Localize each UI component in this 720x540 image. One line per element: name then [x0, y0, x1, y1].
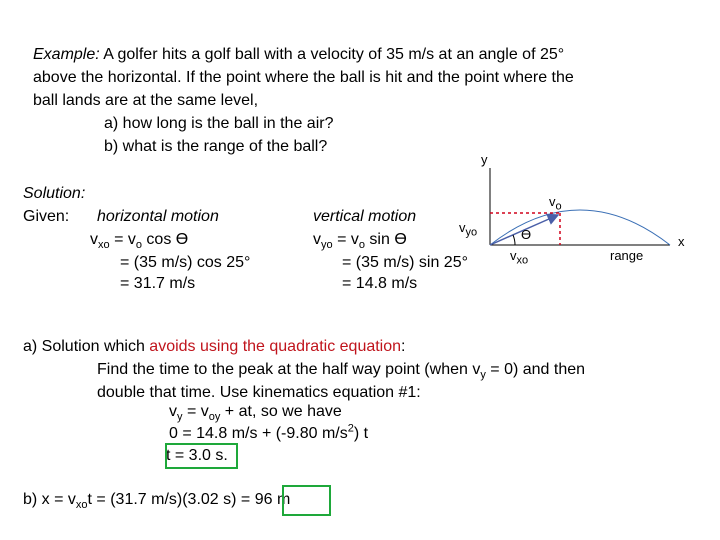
vxo-v: v	[510, 248, 517, 263]
part-b-line	[23, 490, 290, 510]
vo-sub: o	[555, 200, 562, 213]
vyo-v: v	[459, 220, 466, 235]
solution-label: Solution:	[23, 185, 86, 202]
part-a-colon: :	[401, 338, 406, 355]
question-b: b) what is the range of the ball?	[104, 138, 328, 155]
given-label: Given:	[23, 208, 70, 225]
part-a-line-2-sub: y	[480, 369, 486, 382]
horizontal-heading: horizontal motion	[97, 208, 219, 225]
eq-rest: + at, so we have	[220, 403, 342, 420]
hx-sub2: o	[135, 239, 142, 252]
eq-v: v	[169, 403, 177, 420]
vo-label	[549, 192, 562, 212]
part-a-line-2-post: = 0) and then	[485, 361, 586, 378]
vxo-label	[510, 246, 528, 266]
part-b-pre: b) x = v	[23, 491, 76, 508]
part-a-line-1	[23, 337, 405, 357]
range-answer: 96 m	[254, 491, 291, 508]
eq2-pre: 0 = 14.8 m/s + (-9.80 m/s	[169, 425, 348, 442]
vertical-eq2: = (35 m/s) sin 25°	[342, 254, 468, 271]
vy-v: v	[313, 231, 321, 248]
eq-mid: = v	[182, 403, 209, 420]
time-answer-box	[165, 443, 238, 469]
vy-sub: yo	[321, 239, 333, 252]
time-answer: t = 3.0 s.	[166, 447, 228, 464]
hx-right: cos Ө	[141, 231, 189, 248]
y-axis-label: y	[481, 152, 488, 167]
vy-mid: = v	[332, 231, 359, 248]
trajectory-curve	[490, 210, 670, 245]
part-a-line-3: double that time. Use kinematics equation #1:	[97, 384, 421, 401]
horizontal-eq3: = 31.7 m/s	[120, 275, 196, 292]
range-answer-box	[282, 485, 331, 516]
vertical-eq3: = 14.8 m/s	[342, 275, 418, 292]
vy-right: sin Ө	[364, 231, 407, 248]
part-a-line-2-pre: Find the time to the peak at the half way point (when v	[97, 361, 481, 378]
example-line-1-text: A golfer hits a golf ball with a velocity of 35 m/s at an angle of 25°	[99, 46, 565, 63]
part-a-emphasis: avoids using the quadratic equation	[149, 338, 402, 355]
eq-sub2: oy	[208, 411, 221, 424]
hx-v: v	[90, 231, 98, 248]
kinematics-equation	[169, 402, 342, 422]
vy-sub2: o	[358, 239, 365, 252]
theta-label: Ө	[521, 227, 532, 242]
hx-mid: = v	[109, 231, 136, 248]
vxo-sub: xo	[516, 254, 529, 267]
vertical-heading: vertical motion	[313, 208, 417, 225]
vyo-sub: yo	[465, 226, 478, 239]
substituted-equation	[169, 424, 368, 444]
example-label: Example:	[33, 46, 100, 63]
example-line-3: ball lands are at the same level,	[33, 92, 259, 109]
part-b-mid: t = (31.7 m/s)(3.02 s) =	[87, 491, 255, 508]
vyo-label	[459, 218, 477, 238]
angle-arc	[513, 235, 515, 245]
hx-sub: xo	[98, 239, 110, 252]
part-a-line-2	[97, 360, 585, 380]
horizontal-eq2: = (35 m/s) cos 25°	[120, 254, 251, 271]
range-label: range	[610, 248, 644, 263]
part-b-sub: xo	[75, 499, 88, 512]
question-a: a) how long is the ball in the air?	[104, 115, 334, 132]
part-a-intro: a) Solution which	[23, 338, 150, 355]
eq-sub1: y	[177, 411, 183, 424]
eq2-post: ) t	[353, 425, 369, 442]
x-axis-label: x	[678, 234, 685, 249]
vo-v: v	[549, 194, 556, 209]
example-line-2: above the horizontal. If the point where the ball is hit and the point where the	[33, 69, 574, 86]
eq2-sup: 2	[347, 422, 354, 435]
